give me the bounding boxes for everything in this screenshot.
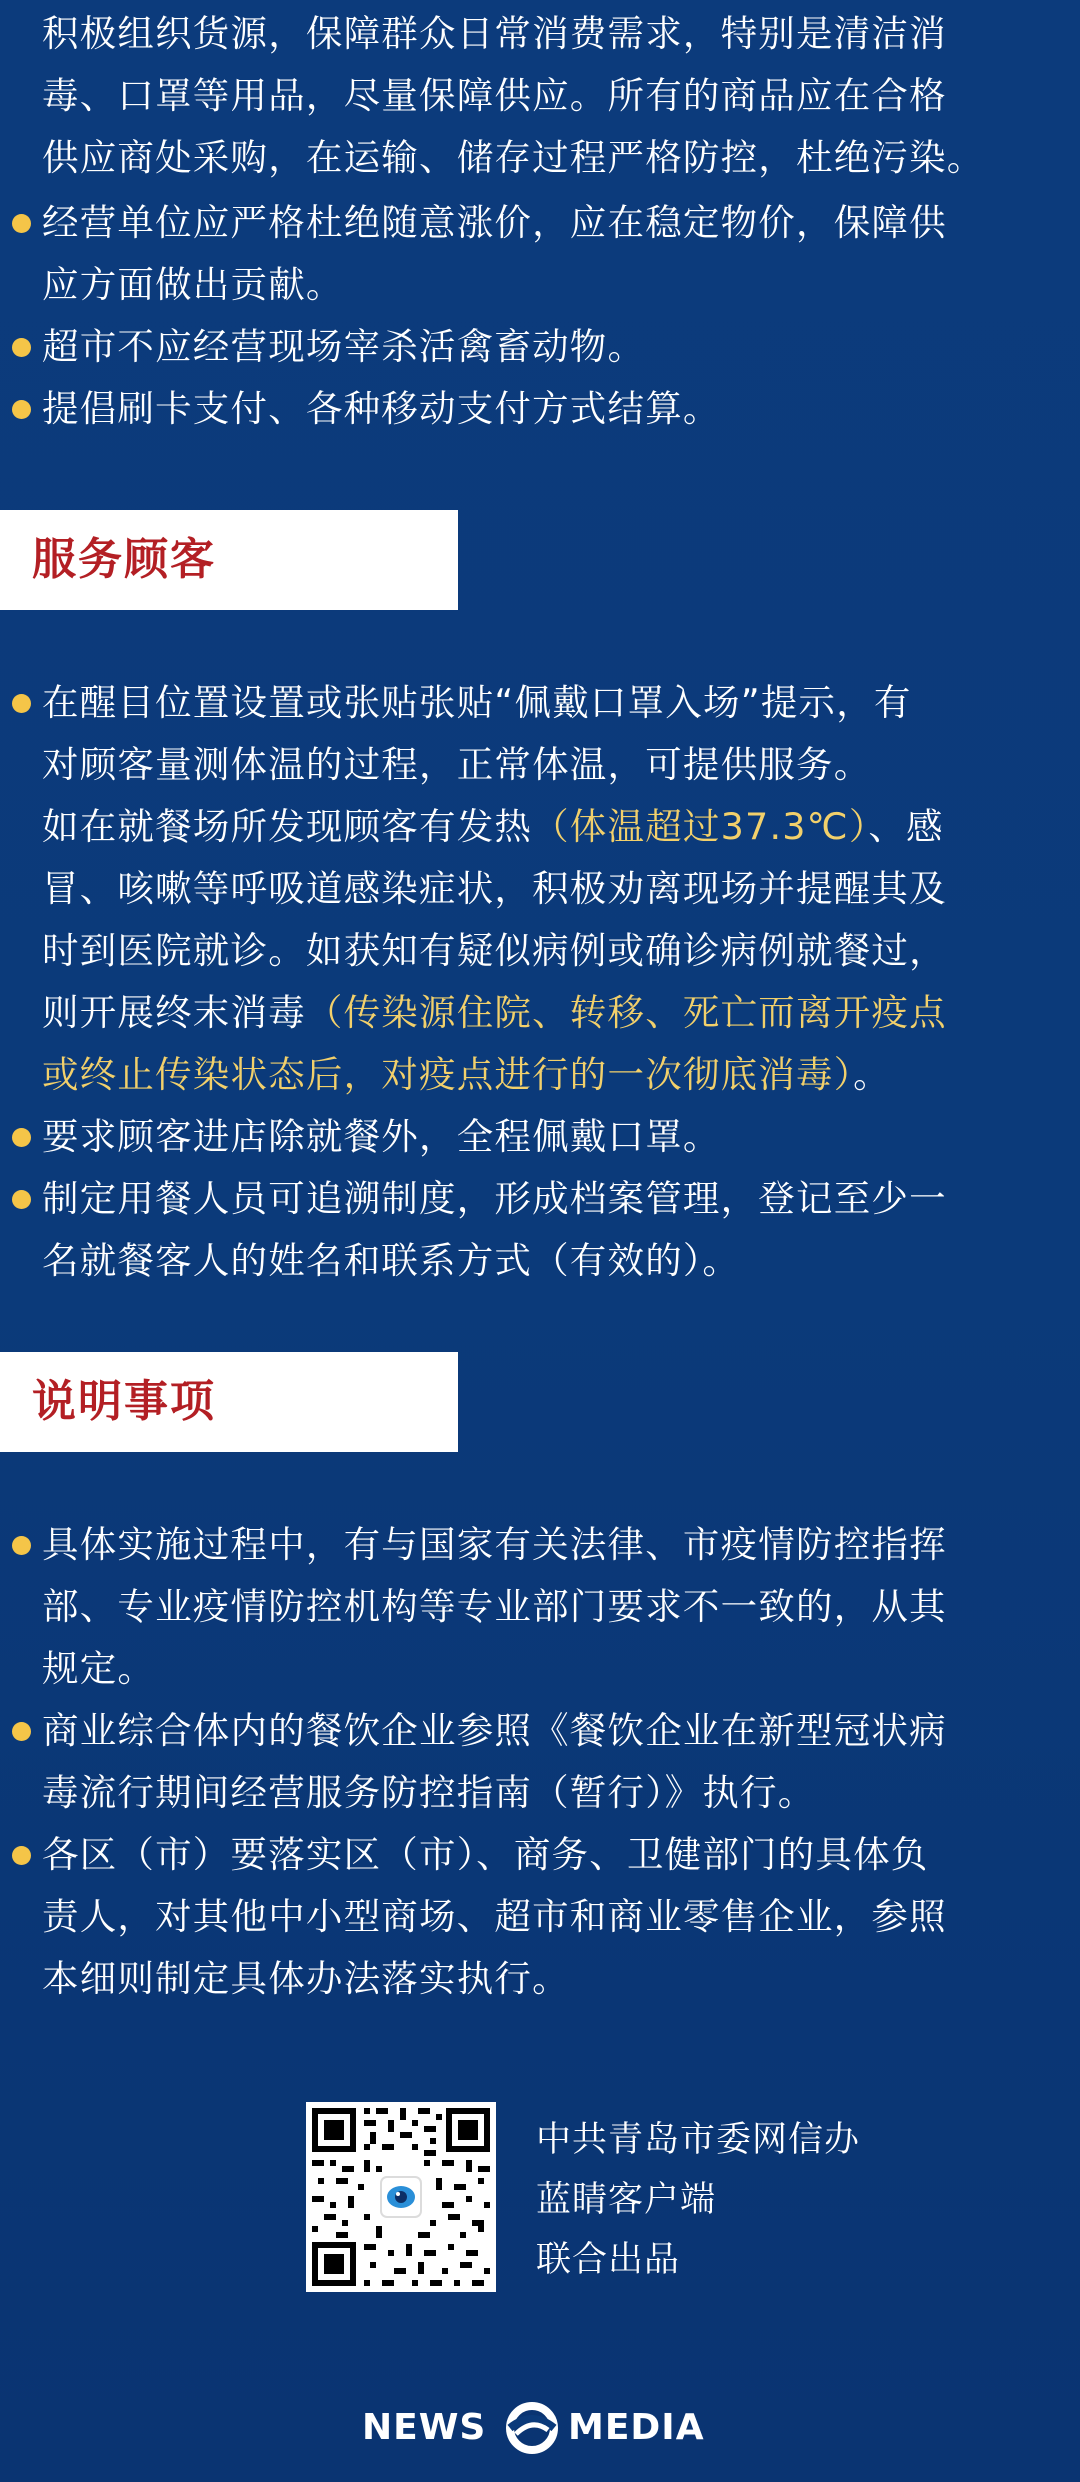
- service-b1-line-3: [42, 796, 944, 858]
- section-title-service: 服务顾客: [32, 534, 216, 585]
- logo-text-news: NEWS: [362, 2407, 487, 2448]
- bullet-dot-icon: [12, 1722, 31, 1741]
- bullet-dot-icon: [12, 1190, 31, 1209]
- service-b1-line-7-tail: 。: [853, 1053, 891, 1096]
- service-b1-line-2: 对顾客量测体温的过程，正常体温，可提供服务。: [42, 743, 872, 786]
- service-b1-disinfect-highlight: （传染源住院、转移、死亡而离开疫点: [305, 991, 947, 1034]
- logo-swirl-icon: [502, 2400, 562, 2456]
- section-header-service: [0, 510, 458, 610]
- newsmedia-logo: [362, 2400, 718, 2456]
- intro-line-3: 供应商处采购，在运输、储存过程严格防控，杜绝污染。: [42, 136, 985, 179]
- service-b1-temp-highlight: （体温超过37.3℃）: [532, 805, 869, 848]
- bullet1-2-line-1: 超市不应经营现场宰杀活禽畜动物。: [42, 325, 646, 368]
- qr-code[interactable]: [306, 2102, 496, 2292]
- notes-b1-line-3: 规定。: [42, 1647, 156, 1690]
- bullet-dot-icon: [12, 1846, 31, 1865]
- credit-line-3: 联合出品: [536, 2240, 681, 2280]
- intro-line-2: 毒、口罩等用品，尽量保障供应。所有的商品应在合格: [42, 74, 947, 117]
- bullet-dot-icon: [12, 214, 31, 233]
- bullet-dot-icon: [12, 1536, 31, 1555]
- notes-b3-line-2: 责人，对其他中小型商场、超市和商业零售企业，参照: [42, 1895, 947, 1938]
- notes-b3-line-3: 本细则制定具体办法落实执行。: [42, 1957, 570, 2000]
- service-b1-line-5: 时到医院就诊。如获知有疑似病例或确诊病例就餐过，: [42, 929, 947, 972]
- notes-b1-line-2: 部、专业疫情防控机构等专业部门要求不一致的，从其: [42, 1585, 947, 1628]
- bullet1-3-line-1: 提倡刷卡支付、各种移动支付方式结算。: [42, 387, 721, 430]
- logo-text-media: MEDIA: [568, 2407, 705, 2448]
- service-b1-line-6: [42, 982, 947, 1044]
- service-b1-line-3-tail: 、感: [868, 805, 944, 848]
- notes-b2-line-2: 毒流行期间经营服务防控指南（暂行）》执行。: [42, 1771, 816, 1814]
- service-b1-disinfect-highlight-cont: 或终止传染状态后，对疫点进行的一次彻底消毒）: [42, 1053, 854, 1096]
- service-b1-line-7: [42, 1044, 891, 1106]
- credit-line-1: 中共青岛市委网信办: [536, 2120, 861, 2160]
- bullet1-1-line-2: 应方面做出贡献。: [42, 263, 344, 306]
- service-b3-line-2: 名就餐客人的姓名和联系方式（有效的）。: [42, 1239, 741, 1282]
- bullet-dot-icon: [12, 694, 31, 713]
- intro-line-1: 积极组织货源，保障群众日常消费需求，特别是清洁消: [42, 12, 947, 55]
- credit-line-2: 蓝睛客户端: [536, 2180, 717, 2220]
- section-header-notes: [0, 1352, 458, 1452]
- service-b1-line-1: 在醒目位置设置或张贴张贴“佩戴口罩入场”提示，有: [42, 681, 912, 724]
- section-title-notes: 说明事项: [32, 1376, 216, 1427]
- notes-b1-line-1: 具体实施过程中，有与国家有关法律、市疫情防控指挥: [42, 1523, 947, 1566]
- bullet-dot-icon: [12, 338, 31, 357]
- qr-code-icon: [306, 2102, 496, 2292]
- bullet-dot-icon: [12, 400, 31, 419]
- notes-b3-line-1: 各区（市）要落实区（市）、商务、卫健部门的具体负: [42, 1833, 929, 1876]
- notes-b2-line-1: 商业综合体内的餐饮企业参照《餐饮企业在新型冠状病: [42, 1709, 947, 1752]
- service-b1-line-4: 冒、咳嗽等呼吸道感染症状，积极劝离现场并提醒其及: [42, 867, 947, 910]
- service-b1-line-3-text: 如在就餐场所发现顾客有发热: [42, 805, 533, 848]
- service-b1-line-6-text: 则开展终末消毒: [42, 991, 306, 1034]
- bullet-dot-icon: [12, 1128, 31, 1147]
- service-b2-line-1: 要求顾客进店除就餐外，全程佩戴口罩。: [42, 1115, 721, 1158]
- service-b3-line-1: 制定用餐人员可追溯制度，形成档案管理，登记至少一: [42, 1177, 947, 1220]
- bullet1-1-line-1: 经营单位应严格杜绝随意涨价，应在稳定物价，保障供: [42, 201, 947, 244]
